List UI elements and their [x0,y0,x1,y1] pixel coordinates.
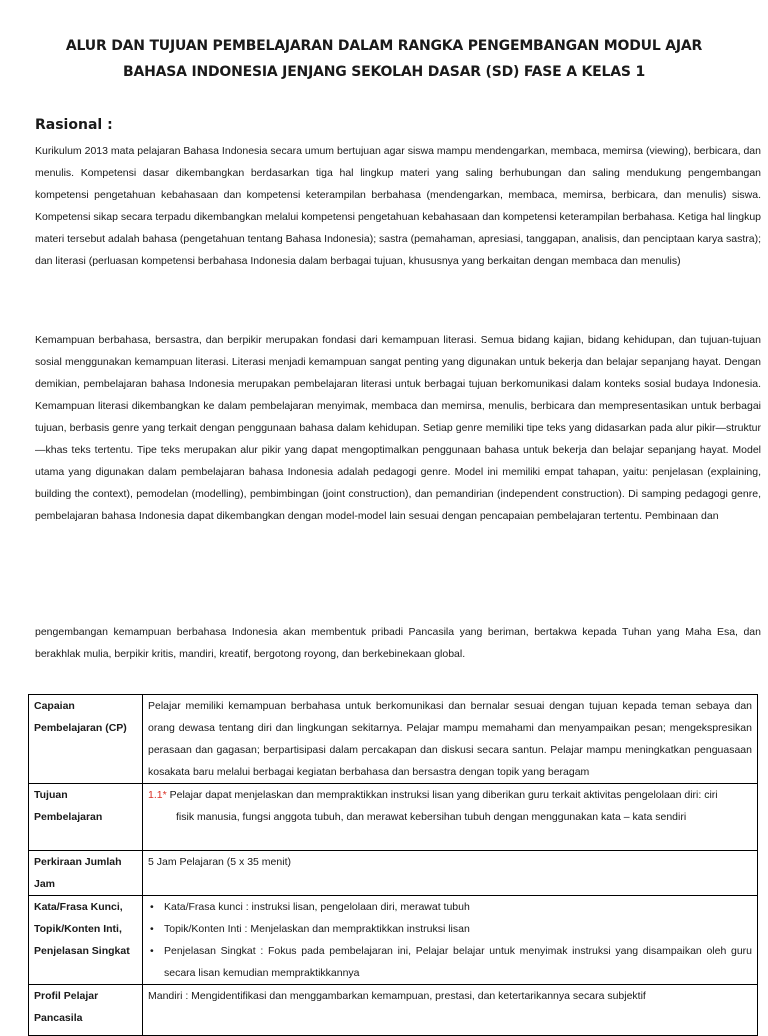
table-row [29,784,758,851]
document-title-line2: BAHASA INDONESIA JENJANG SEKOLAH DASAR (SD) FASE A KELAS 1 [123,64,645,80]
table-row [29,695,758,784]
tujuan-number: 1.1* [148,789,167,801]
tujuan-label: Tujuan Pembelajaran [29,784,143,851]
table-row [29,896,758,985]
kata-label: Kata/Frasa Kunci, Topik/Konten Inti, Penjelasan Singkat [29,896,143,985]
rasional-paragraph-1: Kurikulum 2013 mata pelajaran Bahasa Indonesia secara umum bertujuan agar siswa mampu mendengarkan, membaca, memirsa (viewing), berbicara, dan menulis. Kompetensi dasar dikembangkan berdasarkan tiga hal lingkup materi yang saling berhubungan dan saling mendukung pengembangan kompetensi pengetahuan kebahasaan dan kompetensi keterampilan berbahasa (mendengarkan, membaca, memirsa, berbicara, dan menulis) siswa. Kompetensi sikap secara terpadu dikembangkan melalui kompetensi pengetahuan kebahasaan dan kompetensi keterampilan berbahasa. Ketiga hal lingkup materi tersebut adalah bahasa (pengetahuan tentang Bahasa Indonesia); sastra (pemahaman, apresiasi, tanggapan, analisis, dan penciptaan karya sastra); dan literasi (perluasan kompetensi berbahasa Indonesia dalam berbagai tujuan, khususnya yang berkaitan dengan membaca dan menulis) [35,145,761,267]
rasional-paragraph-2: Kemampuan berbahasa, bersastra, dan berpikir merupakan fondasi dari kemampuan literasi. Semua bidang kajian, bidang kehidupan, dan tujuan-tujuan sosial menggunakan kemampuan literasi. Literasi menjadi kemampuan sangat penting yang digunakan untuk bekerja dan belajar sepanjang hayat. Dengan demikian, pembelajaran bahasa Indonesia merupakan pembelajaran literasi untuk berbagai tujuan berkomunikasi dalam konteks sosial budaya Indonesia. Kemampuan literasi dikembangkan ke dalam pembelajaran menyimak, membaca dan memirsa, menulis, berbicara dan mempresentasikan untuk berbagai tujuan, berbasis genre yang terkait dengan penggunaan bahasa dalam kehidupan. Setiap genre memiliki tipe teks yang didasarkan pada alur pikir—struktur—khas teks tertentu. Tipe teks merupakan alur pikir yang dapat mengoptimalkan penggunaan bahasa untuk bekerja dan belajar sepanjang hayat. Model utama yang digunakan dalam pembelajaran bahasa Indonesia adalah pedagogi genre. Model ini memiliki empat tahapan, yaitu: penjelasan (explaining, building the context), pemodelan (modelling), pembimbingan (joint construction), dan pemandirian (independent construction). Di samping pedagogi genre, pembelajaran bahasa Indonesia dapat dikembangkan dengan model-model lain sesuai dengan pencapaian pembelajaran tertentu. Pembinaan dan [35,334,761,522]
list-item: • Penjelasan Singkat : Fokus pada pembelajaran ini, Pelajar belajar untuk menyimak instruksi yang disampaikan oleh guru secara lisan kemudian mempraktikkannya [162,940,752,984]
tujuan-line2: fisik manusia, fungsi anggota tubuh, dan merawat kebersihan tubuh dengan menggunakan kata – kata sendiri [176,811,687,823]
kata-value [143,896,758,985]
profil-value: Mandiri : Mengidentifikasi dan menggambarkan kemampuan, prestasi, dan ketertarikannya secara subjektif [143,985,758,1036]
rasional-paragraph-3: pengembangan kemampuan berbahasa Indonesia akan membentuk pribadi Pancasila yang beriman, bertakwa kepada Tuhan yang Maha Esa, dan berakhlak mulia, berpikir kritis, mandiri, kreatif, bergotong royong, dan berkebinekaan global. [35,626,761,660]
table-row [29,985,758,1036]
cp-value: Pelajar memiliki kemampuan berbahasa untuk berkomunikasi dan bernalar sesuai dengan tujuan kepada teman sebaya dan orang dewasa tentang diri dan lingkungan sekitarnya. Pelajar mampu memahami dan menyampaikan pesan; mengekspresikan perasaan dan gagasan; berpartisipasi dalam percakapan dan diskusi secara santun. Pelajar mampu meningkatkan penguasaan kosakata baru melalui berbagai kegiatan berbahasa dan bersastra dengan topik yang beragam [143,695,758,784]
learning-objectives-table [28,694,758,1036]
table-row [29,851,758,896]
tujuan-line1: 1.1* Pelajar dapat menjelaskan dan mempraktikkan instruksi lisan yang diberikan guru terkait aktivitas pengelolaan diri: ciri [148,789,718,801]
rasional-heading: Rasional : [35,117,113,133]
cp-label: Capaian Pembelajaran (CP) [29,695,143,784]
list-item: • Topik/Konten Inti : Menjelaskan dan mempraktikkan instruksi lisan [162,918,752,940]
kata-list [148,896,752,984]
jam-value: 5 Jam Pelajaran (5 x 35 menit) [143,851,758,896]
jam-label: Perkiraan Jumlah Jam [29,851,143,896]
document-title-line1: ALUR DAN TUJUAN PEMBELAJARAN DALAM RANGKA PENGEMBANGAN MODUL AJAR [65,38,703,54]
list-item: • Kata/Frasa kunci : instruksi lisan, pengelolaan diri, merawat tubuh [162,896,752,918]
profil-label: Profil Pelajar Pancasila [29,985,143,1036]
tujuan-value [143,784,758,851]
